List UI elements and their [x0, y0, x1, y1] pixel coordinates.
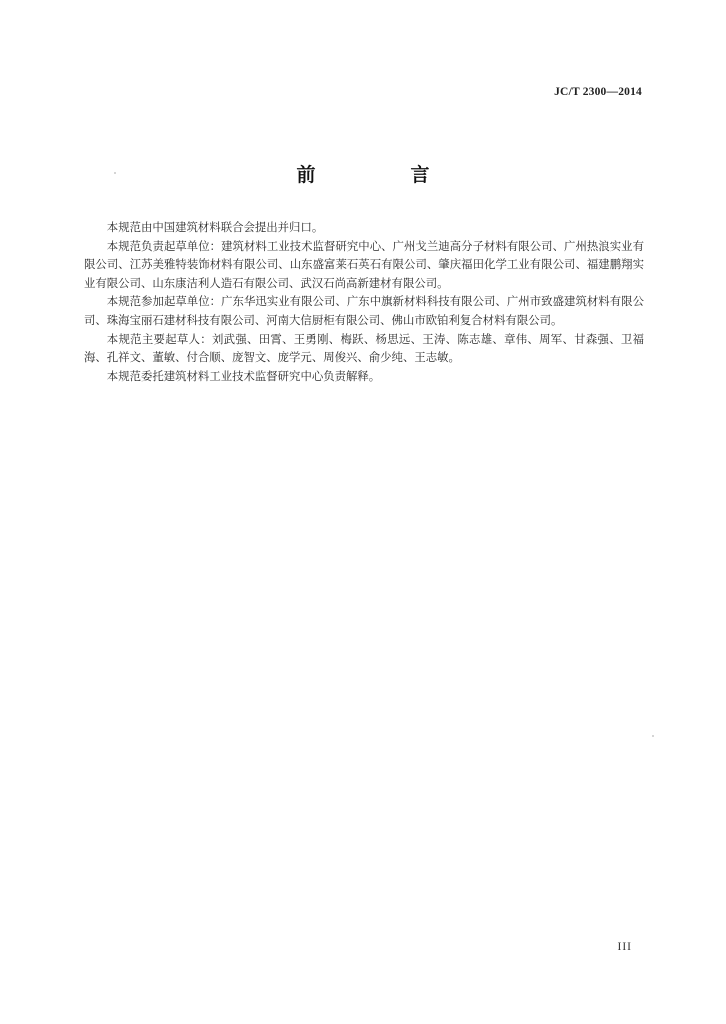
- paragraph-proposer: 本规范由中国建筑材料联合会提出并归口。: [106, 220, 324, 234]
- standard-code: JC/T 2300—2014: [554, 86, 642, 98]
- scan-speck: [652, 735, 654, 737]
- page-number: III: [617, 941, 632, 953]
- paragraph-participating-units: 本规范参加起草单位：广东华迅实业有限公司、广东中旗新材料科技有限公司、广州市致盛建筑材料有限公司、珠海宝丽石建材科技有限公司、河南大信厨柜有限公司、佛山市欧铂利复合材料有限公司。: [84, 294, 644, 327]
- page-title: 前 言: [296, 164, 468, 186]
- paragraph-drafting-units: 本规范负责起草单位：建筑材料工业技术监督研究中心、广州戈兰迪高分子材料有限公司、广州热浪实业有限公司、江苏美雅特装饰材料有限公司、山东盛富莱石英石有限公司、肇庆福田化学工业有限公司、福建鹏翔实业有限公司、山东康洁利人造石有限公司、武汉石尚高新建材有限公司。: [84, 238, 644, 290]
- paragraph-drafters: 本规范主要起草人：刘武强、田霄、王勇刚、梅跃、杨思远、王涛、陈志雄、章伟、周军、甘森强、卫福海、孔祥文、董敏、付合顺、庞智文、庞学元、周俊兴、俞少纯、王志敏。: [84, 331, 644, 365]
- foreword-body: [84, 218, 644, 385]
- scan-speck: [114, 172, 116, 174]
- paragraph-interpretation: 本规范委托建筑材料工业技术监督研究中心负责解释。: [106, 368, 381, 383]
